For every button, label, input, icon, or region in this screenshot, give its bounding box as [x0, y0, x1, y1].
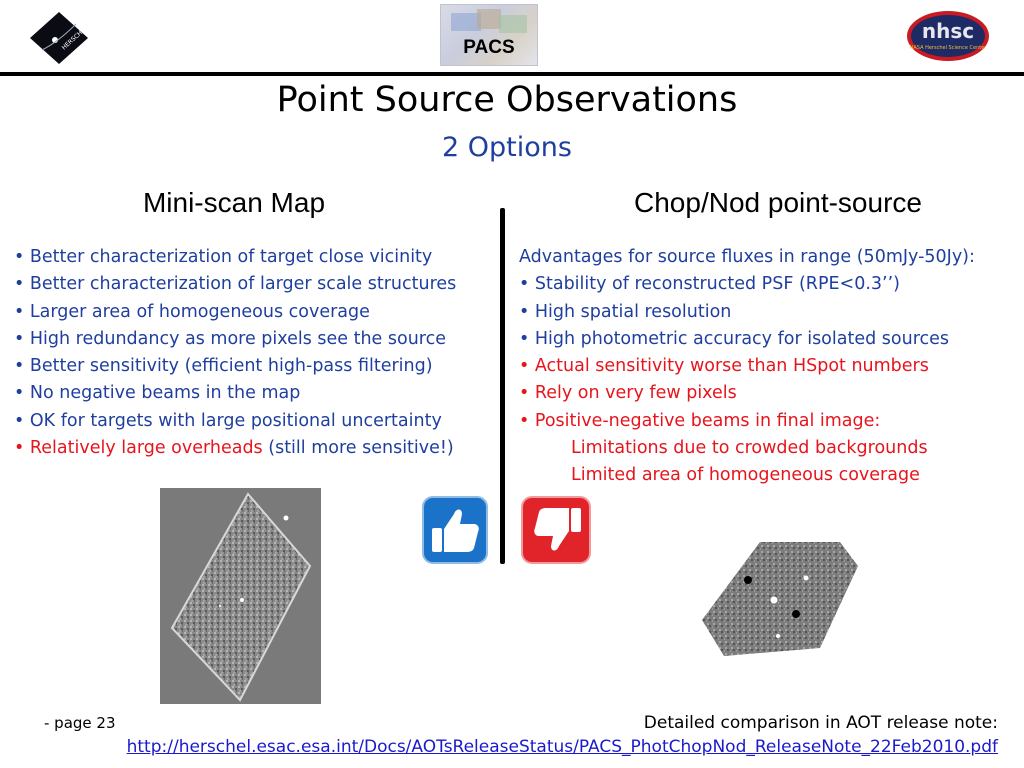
list-item: • High spatial resolution — [519, 301, 732, 322]
list-item: • Larger area of homogeneous coverage — [14, 301, 370, 322]
column-divider — [500, 208, 505, 564]
header-rule — [0, 72, 1024, 76]
left-advantages-list — [14, 244, 500, 462]
nhsc-logo-subtext: NASA Herschel Science Center — [909, 45, 987, 51]
right-column-heading: Chop/Nod point-source — [634, 187, 922, 218]
list-item: • Positive-negative beams in final image: — [519, 410, 881, 431]
list-item: • Rely on very few pixels — [519, 383, 737, 404]
list-item: • Stability of reconstructed PSF (RPE<0.3’’) — [519, 274, 901, 295]
mini-scan-map-image — [160, 488, 321, 704]
pacs-logo-text: PACS — [463, 37, 515, 58]
list-item-blue-text: (still more sensitive!) — [262, 438, 454, 459]
pacs-logo — [440, 4, 538, 66]
chop-nod-map-image — [700, 538, 860, 658]
herschel-logo — [28, 10, 90, 66]
list-item: • Better characterization of larger scale structures — [14, 274, 457, 295]
release-note-link[interactable]: http://herschel.esac.esa.int/Docs/AOTsReleaseStatus/PACS_PhotChopNod_ReleaseNote_22Feb2010.pdf — [126, 737, 998, 757]
list-item: • No negative beams in the map — [14, 383, 301, 404]
nhsc-logo — [906, 10, 990, 62]
list-item: • High photometric accuracy for isolated sources — [519, 328, 950, 349]
right-list — [519, 244, 1019, 490]
list-item: • Better sensitivity (efficient high-pass filtering) — [14, 356, 433, 377]
list-item: • Actual sensitivity worse than HSpot numbers — [519, 356, 929, 377]
list-item: Limited area of homogeneous coverage — [571, 465, 920, 486]
slide-title: Point Source Observations — [276, 80, 738, 120]
list-item-red-text: • Relatively large overheads — [14, 438, 263, 459]
list-item — [14, 435, 500, 462]
list-item: • Better characterization of target close vicinity — [14, 247, 433, 267]
nhsc-logo-text: nhsc — [921, 19, 975, 43]
herschel-logo-text: HERSCHEL — [60, 24, 90, 52]
thumbs-up-icon — [422, 496, 488, 564]
right-list-intro: Advantages for source fluxes in range (50mJy-50Jy): — [519, 247, 975, 267]
slide-subtitle: 2 Options — [442, 132, 572, 163]
list-item: Limitations due to crowded backgrounds — [571, 438, 928, 459]
list-item: • High redundancy as more pixels see the source — [14, 328, 447, 349]
list-item: • OK for targets with large positional uncertainty — [14, 410, 442, 431]
left-column-heading: Mini-scan Map — [142, 187, 326, 218]
page-number: - page 23 — [44, 714, 116, 732]
footer-note: Detailed comparison in AOT release note: — [643, 713, 998, 733]
thumbs-down-icon — [521, 496, 591, 564]
